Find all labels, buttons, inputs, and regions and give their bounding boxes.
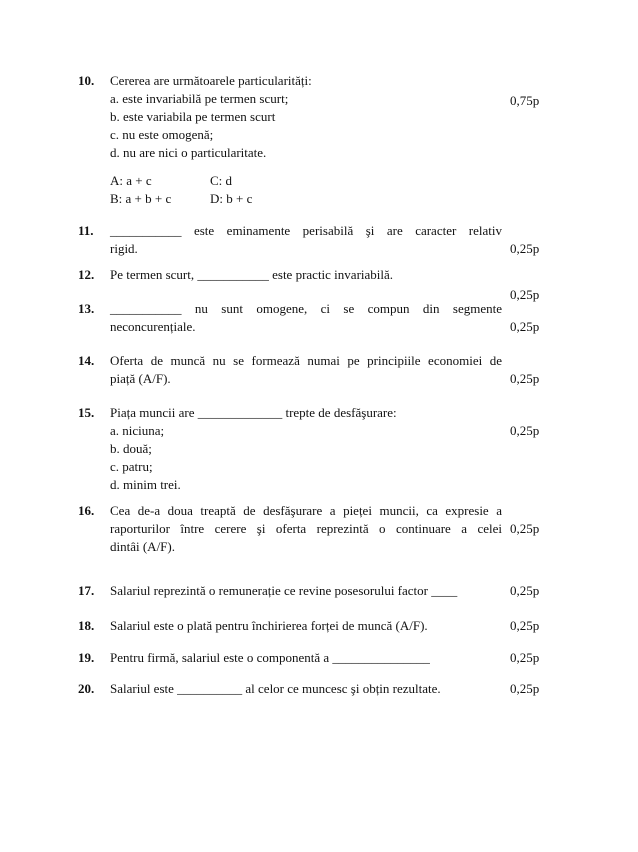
option-line: b. două;	[110, 441, 152, 456]
points: 0,25p	[510, 583, 540, 598]
question-number: 14.	[78, 353, 95, 368]
question-line: piață (A/F).	[110, 371, 171, 386]
question-line: Salariul reprezintă o remunerație ce revine posesorului factor ____	[110, 583, 458, 598]
question-text	[110, 680, 502, 698]
question-text	[110, 266, 502, 284]
points: 0,75p	[510, 93, 540, 108]
choice-a: A: a + c	[110, 173, 152, 188]
option-line: c. nu este omogenă;	[110, 127, 214, 142]
points: 0,25p	[510, 650, 540, 665]
question-number: 13.	[78, 301, 95, 316]
question-line: Pentru firmă, salariul este o componentă a _______________	[110, 650, 430, 665]
points: 0,25p	[510, 241, 540, 256]
question-line: Cea de-a doua treaptă de desfăşurare a pieței muncii, ca expresie a	[110, 503, 502, 518]
choice-b: B: a + b + c	[110, 191, 172, 206]
option-line: b. este variabila pe termen scurt	[110, 109, 276, 124]
points: 0,25p	[510, 618, 540, 633]
question-line: dintâi (A/F).	[110, 539, 175, 554]
question-number: 19.	[78, 650, 95, 665]
question-line: Salariul este __________ al celor ce muncesc şi obțin rezultate.	[110, 681, 441, 696]
question-line: rigid.	[110, 241, 138, 256]
question-line: neconcurențiale.	[110, 319, 196, 334]
question-text	[110, 582, 502, 600]
points: 0,25p	[510, 287, 540, 302]
points: 0,25p	[510, 681, 540, 696]
question-line: Salariul este o plată pentru închirierea forței de muncă (A/F).	[110, 618, 428, 633]
question-line: Pe termen scurt, ___________ este practic invariabilă.	[110, 267, 394, 282]
question-text	[110, 352, 502, 388]
question-text	[110, 72, 502, 162]
option-line: a. este invariabilă pe termen scurt;	[110, 91, 289, 106]
question-line: Cererea are următoarele particularități:	[110, 73, 312, 88]
question-text	[110, 649, 502, 667]
question-line: Piața muncii are _____________ trepte de desfăşurare:	[110, 405, 397, 420]
question-number: 15.	[78, 405, 95, 420]
choice-d: D: b + c	[210, 191, 253, 206]
option-line: d. nu are nici o particularitate.	[110, 145, 267, 160]
question-line: ___________ nu sunt omogene, ci se compun din segmente	[110, 301, 502, 316]
question-number: 16.	[78, 503, 95, 518]
choice-c: C: d	[210, 173, 233, 188]
option-line: d. minim trei.	[110, 477, 181, 492]
question-number: 18.	[78, 618, 95, 633]
points: 0,25p	[510, 319, 540, 334]
question-line: Oferta de muncă nu se formează numai pe principiile economiei de	[110, 353, 502, 368]
question-text	[110, 502, 502, 556]
option-line: c. patru;	[110, 459, 153, 474]
question-number: 20.	[78, 681, 95, 696]
question-text	[110, 222, 502, 258]
points: 0,25p	[510, 423, 540, 438]
points: 0,25p	[510, 371, 540, 386]
question-number: 12.	[78, 267, 95, 282]
question-number: 17.	[78, 583, 95, 598]
points: 0,25p	[510, 521, 540, 536]
question-text	[110, 300, 502, 336]
question-line: ___________ este eminamente perisabilă şi are caracter relativ	[110, 223, 502, 238]
question-line: raporturilor între cerere şi oferta reprezintă o continuare a celei	[110, 521, 502, 536]
question-text	[110, 617, 502, 635]
question-number: 10.	[78, 73, 95, 88]
question-number: 11.	[78, 223, 94, 238]
question-text	[110, 404, 502, 494]
option-line: a. niciuna;	[110, 423, 165, 438]
